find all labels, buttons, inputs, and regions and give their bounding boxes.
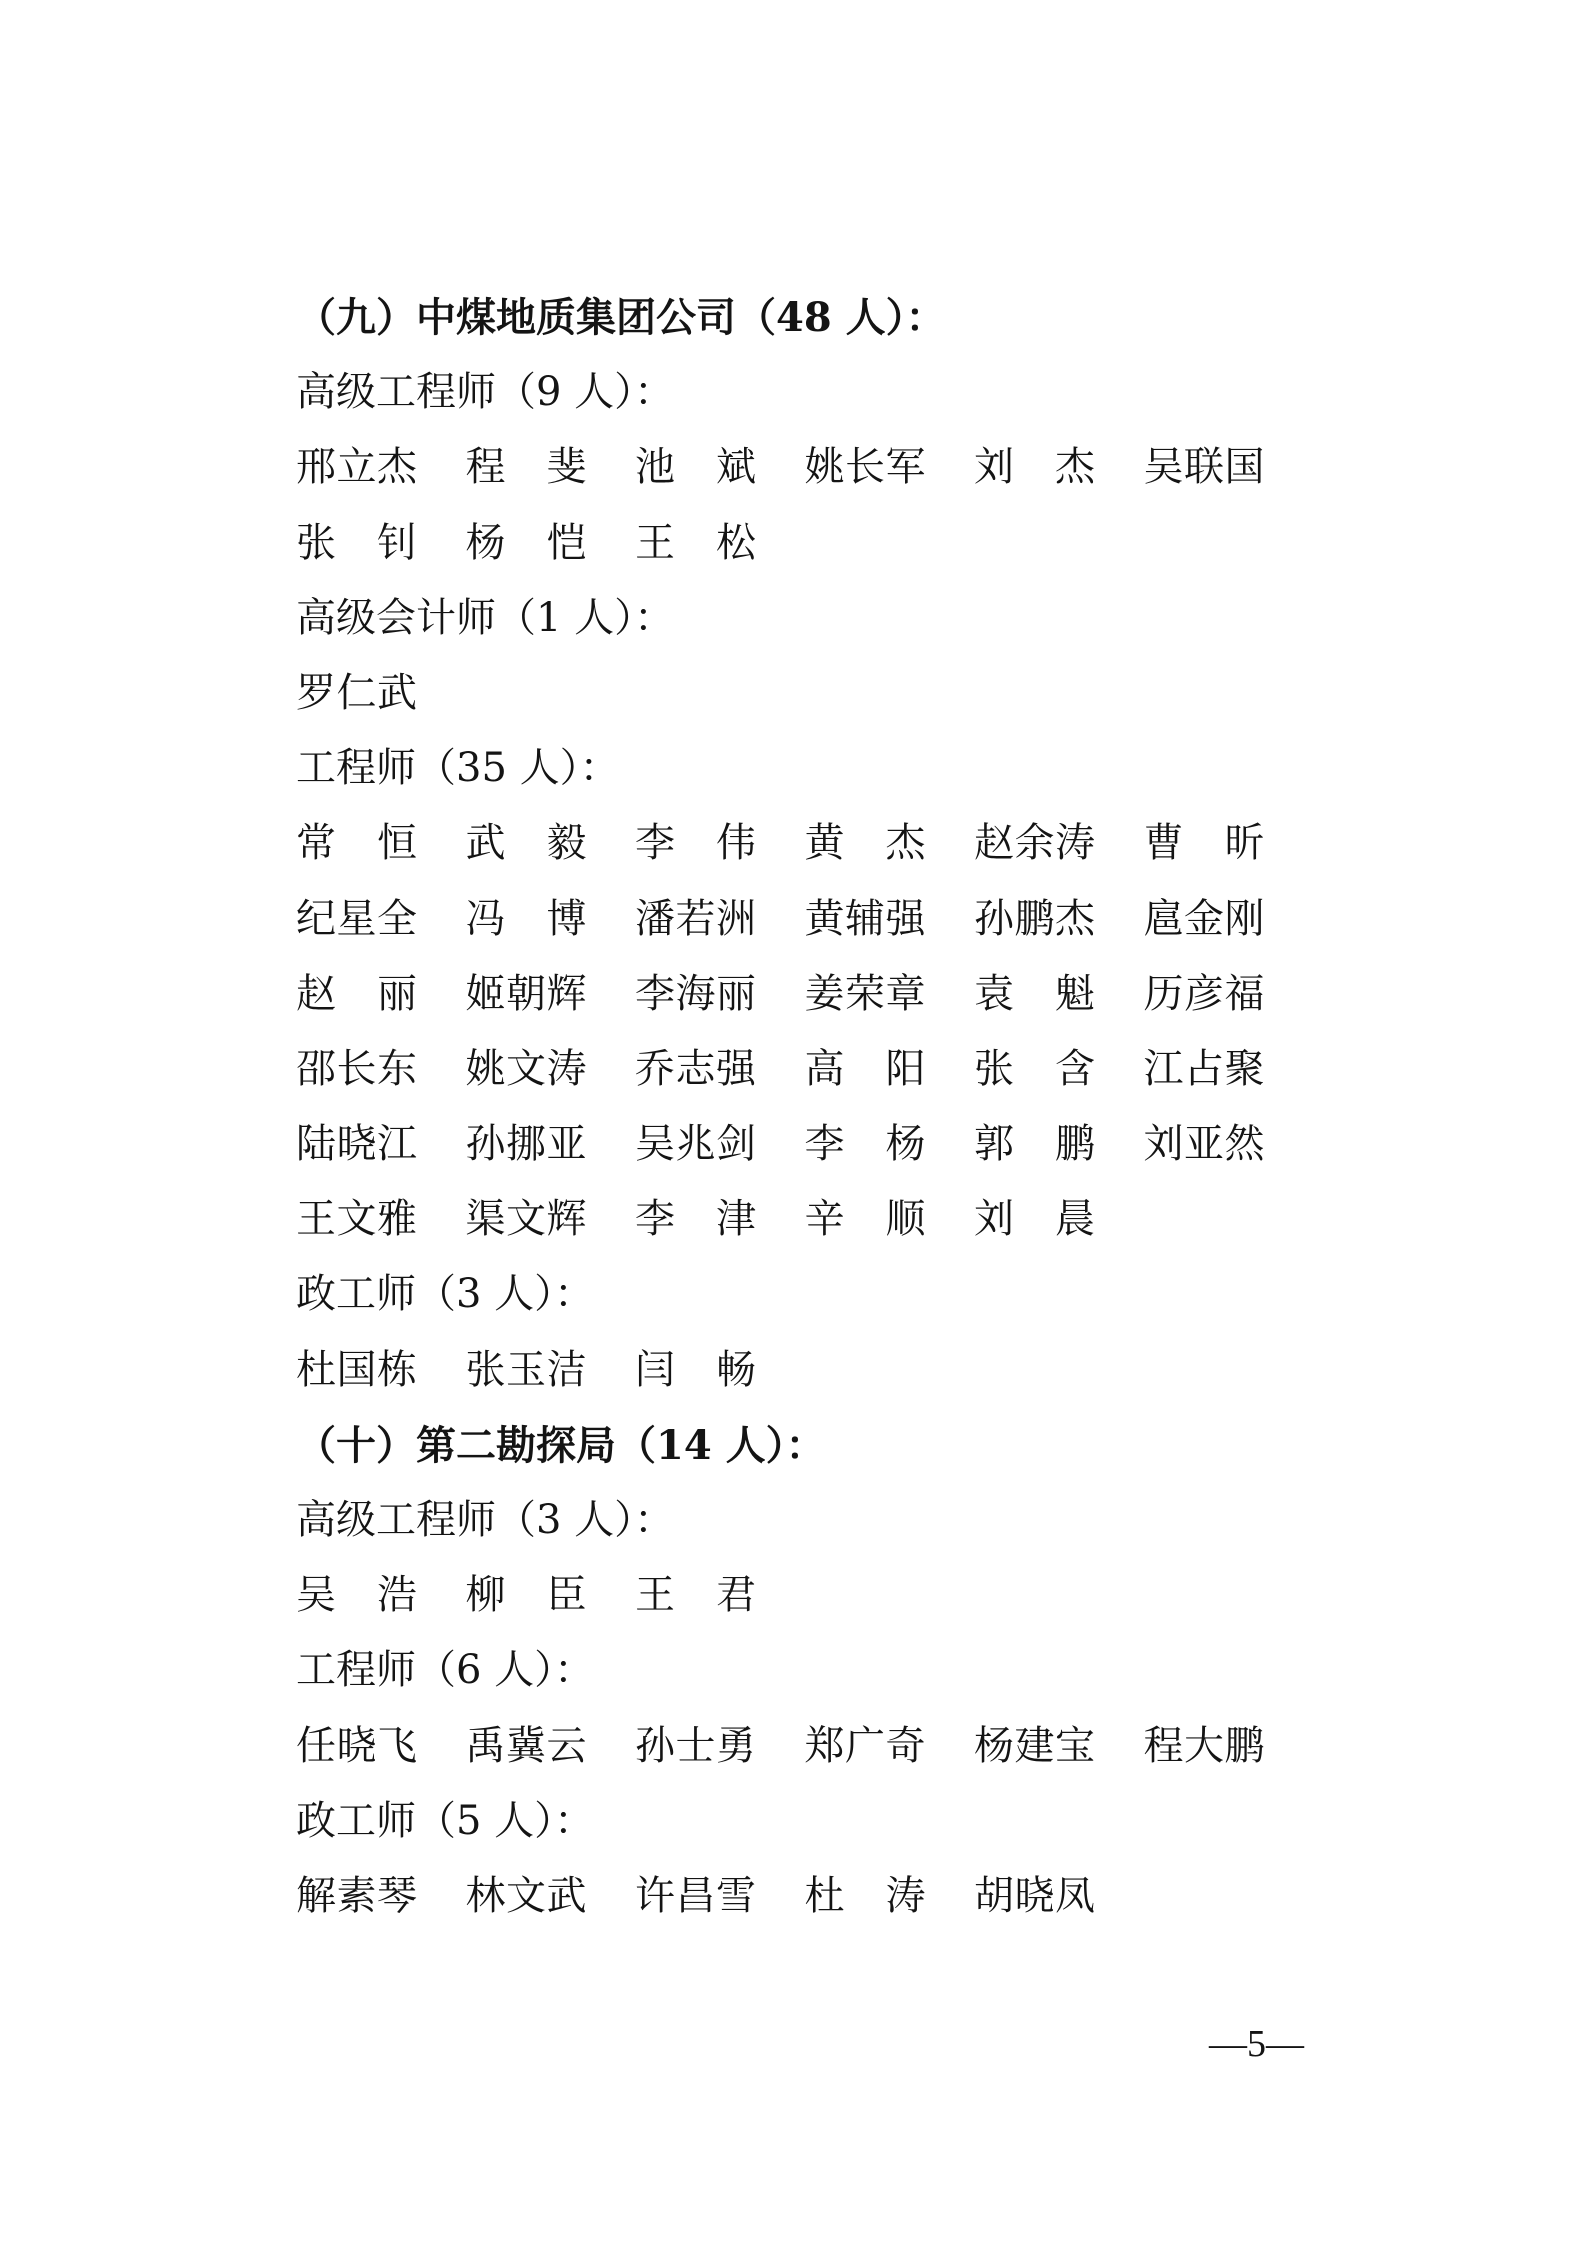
- person-name: 郑广奇: [804, 1722, 926, 1769]
- person-name: 许昌雪: [635, 1872, 756, 1919]
- section-heading: （十）第二勘探局（14 人）：: [296, 1421, 826, 1469]
- name-row: [296, 1333, 1396, 1408]
- section-heading: （九）中煤地质集团公司（48 人）：: [296, 294, 946, 341]
- person-name: 渠文辉: [465, 1196, 587, 1243]
- person-name: 黄辅强: [804, 895, 926, 942]
- person-name: 吴联国: [1143, 444, 1265, 491]
- name-row: [296, 1032, 1396, 1107]
- group-label: 高级会计师（1 人）：: [296, 594, 675, 641]
- group-label: 政工师（3 人）：: [296, 1271, 595, 1318]
- person-name: 孙士勇: [635, 1722, 756, 1769]
- person-name: 胡晓凤: [974, 1872, 1095, 1919]
- person-name: 杜国栋: [296, 1346, 417, 1393]
- person-name: 曹 昕: [1143, 820, 1265, 867]
- person-name: 李 伟: [635, 820, 756, 867]
- person-name: 姬朝辉: [465, 970, 587, 1017]
- person-name: 郭 鹏: [974, 1121, 1095, 1168]
- name-row: [296, 1182, 1396, 1257]
- person-name: 高 阳: [804, 1045, 926, 1092]
- group-label: 高级工程师（3 人）：: [296, 1497, 675, 1543]
- person-name: 姚长军: [804, 444, 926, 491]
- person-name: 黄 杰: [804, 820, 926, 867]
- person-name: 任晓飞: [296, 1722, 417, 1769]
- person-name: 武 毅: [465, 820, 587, 867]
- name-row: [296, 1558, 1396, 1633]
- person-name: 赵余涛: [974, 820, 1095, 867]
- person-name: 姜荣章: [804, 970, 926, 1017]
- person-name: 陆晓江: [296, 1121, 417, 1168]
- person-name: 辛 顺: [804, 1196, 926, 1243]
- person-name: 姚文涛: [465, 1045, 587, 1092]
- name-row: [296, 656, 1396, 731]
- person-name: 扈金刚: [1143, 895, 1265, 942]
- name-list: [296, 280, 1396, 1934]
- person-name: 吴兆剑: [635, 1121, 756, 1168]
- person-name: 罗仁武: [296, 669, 417, 716]
- group-label: 高级工程师（9 人）：: [296, 369, 675, 416]
- name-row: [296, 957, 1396, 1032]
- person-name: 吴 浩: [296, 1572, 417, 1619]
- person-name: 李海丽: [635, 970, 756, 1017]
- person-name: 程大鹏: [1143, 1722, 1265, 1769]
- person-name: 王 松: [635, 519, 756, 566]
- group-label: 工程师（6 人）：: [296, 1647, 595, 1694]
- person-name: 历彦福: [1143, 970, 1265, 1017]
- person-name: 杜 涛: [804, 1872, 926, 1919]
- person-name: 张 钊: [296, 519, 417, 566]
- person-name: 解素琴: [296, 1872, 417, 1919]
- group-label: 工程师（35 人）：: [296, 745, 620, 792]
- person-name: 纪星全: [296, 895, 417, 942]
- person-name: 柳 臣: [465, 1572, 587, 1619]
- person-name: 孙挪亚: [465, 1121, 587, 1168]
- page-number: —5—: [1209, 2023, 1304, 2065]
- name-row: [296, 506, 1396, 581]
- person-name: 常 恒: [296, 820, 417, 867]
- person-name: 刘 晨: [974, 1196, 1095, 1243]
- person-name: 杨 恺: [465, 519, 587, 566]
- person-name: 邢立杰: [296, 444, 417, 491]
- person-name: 张 含: [974, 1045, 1095, 1092]
- name-row: [296, 882, 1396, 957]
- name-row: [296, 1709, 1396, 1784]
- person-name: 李 津: [635, 1196, 756, 1243]
- person-name: 池 斌: [635, 444, 756, 491]
- person-name: 王 君: [635, 1572, 756, 1619]
- name-row: [296, 1107, 1396, 1182]
- person-name: 张玉洁: [465, 1346, 587, 1393]
- person-name: 禹冀云: [465, 1722, 587, 1769]
- person-name: 刘亚然: [1143, 1121, 1265, 1168]
- person-name: 林文武: [465, 1872, 587, 1919]
- person-name: 李 杨: [804, 1121, 926, 1168]
- person-name: 王文雅: [296, 1196, 417, 1243]
- person-name: 闫 畅: [635, 1346, 756, 1393]
- person-name: 袁 魁: [974, 970, 1095, 1017]
- person-name: 潘若洲: [635, 895, 756, 942]
- person-name: 冯 博: [465, 895, 587, 942]
- name-row: [296, 806, 1396, 881]
- name-row: [296, 430, 1396, 505]
- person-name: 孙鹏杰: [974, 895, 1095, 942]
- person-name: 赵 丽: [296, 970, 417, 1017]
- person-name: 乔志强: [635, 1045, 756, 1092]
- person-name: 江占聚: [1143, 1045, 1265, 1092]
- person-name: 刘 杰: [974, 444, 1095, 491]
- person-name: 邵长东: [296, 1045, 417, 1092]
- person-name: 杨建宝: [974, 1722, 1095, 1769]
- person-name: 程 斐: [465, 444, 587, 491]
- name-row: [296, 1859, 1396, 1934]
- group-label: 政工师（5 人）：: [296, 1797, 595, 1844]
